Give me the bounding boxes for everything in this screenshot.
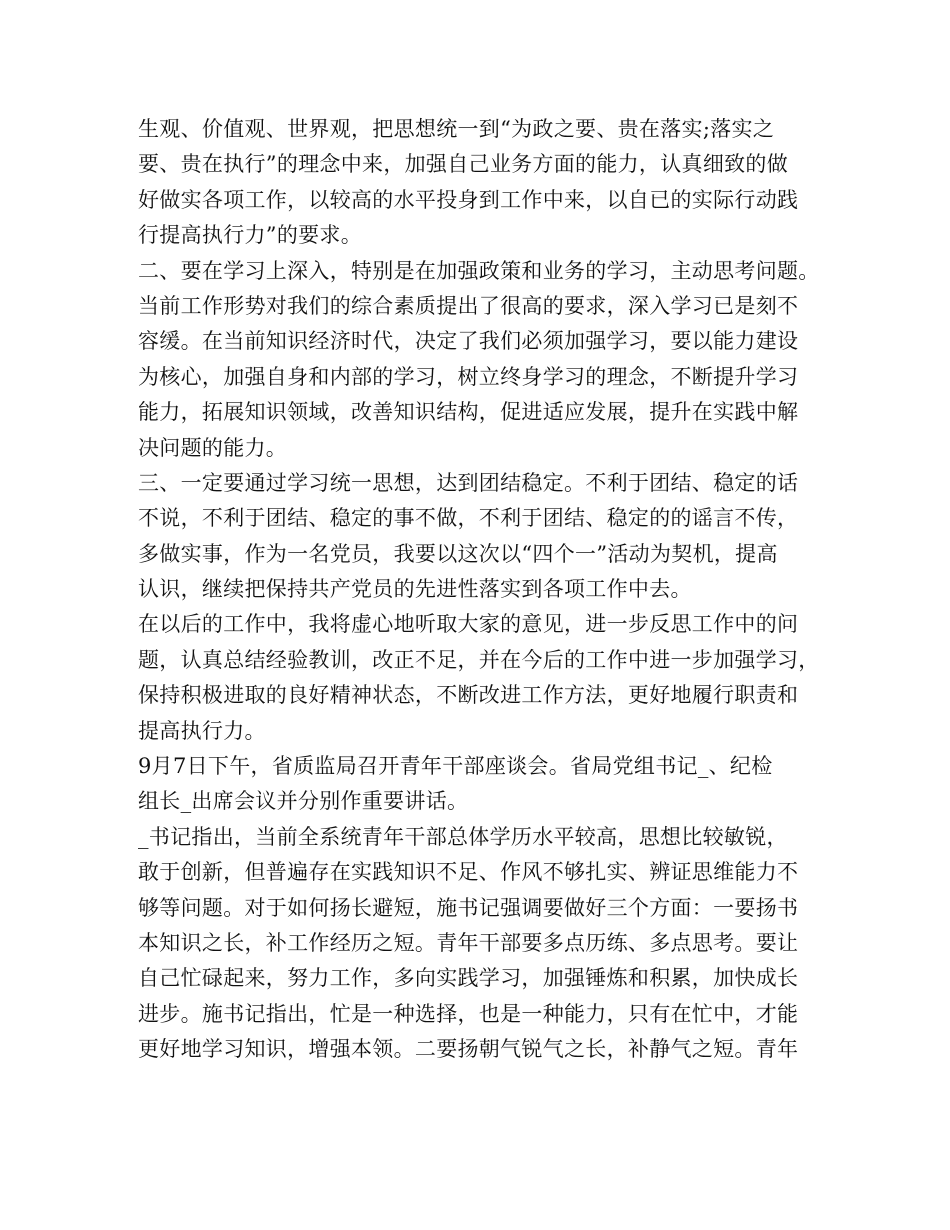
text-line: 认识，继续把保持共产党员的先进性落实到各项工作中去。 xyxy=(138,577,692,602)
text-line: 在以后的工作中，我将虚心地听取大家的意见，进一步反思工作中的问 xyxy=(138,612,799,637)
text-line: 要、贵在执行”的理念中来，加强自己业务方面的能力，认真细致的做 xyxy=(138,152,789,177)
text-line: 多做实事，作为一名党员，我要以这次以“四个一”活动为契机，提高 xyxy=(138,541,778,566)
text-line: 本知识之长，补工作经历之短。青年干部要多点历练、多点思考。要让 xyxy=(138,930,799,955)
text-line: _书记指出，当前全系统青年干部总体学历水平较高，思想比较敏锐， xyxy=(138,824,788,849)
text-line: 当前工作形势对我们的综合素质提出了很高的要求，深入学习已是刻不 xyxy=(138,293,799,318)
text-line: 提高执行力。 xyxy=(138,718,266,743)
text-line: 组长_出席会议并分别作重要讲话。 xyxy=(138,789,469,814)
text-line: 容缓。在当前知识经济时代，决定了我们必须加强学习，要以能力建设 xyxy=(138,329,799,354)
text-line: 不说，不利于团结、稳定的事不做，不利于团结、稳定的的谣言不传， xyxy=(138,506,799,531)
text-line: 能力，拓展知识领域，改善知识结构，促进适应发展，提升在实践中解 xyxy=(138,400,799,425)
text-line: 三、一定要通过学习统一思想，达到团结稳定。不利于团结、稳定的话 xyxy=(138,470,799,495)
text-line: 更好地学习知识，增强本领。二要扬朝气锐气之长，补静气之短。青年 xyxy=(138,1037,799,1062)
text-line: 二、要在学习上深入，特别是在加强政策和业务的学习，主动思考问题。 xyxy=(138,258,820,283)
text-line: 好做实各项工作，以较高的水平投身到工作中来，以自已的实际行动践 xyxy=(138,187,799,212)
text-line: 够等问题。对于如何扬长避短，施书记强调要做好三个方面：一要扬书 xyxy=(138,895,799,920)
document-body xyxy=(138,112,828,1068)
text-line: 为核心，加强自身和内部的学习，树立终身学习的理念，不断提升学习 xyxy=(138,364,799,389)
text-line: 行提高执行力”的要求。 xyxy=(138,223,363,248)
text-line: 保持积极进取的良好精神状态，不断改进工作方法，更好地履行职责和 xyxy=(138,683,799,708)
text-line: 题，认真总结经验教训，改正不足，并在今后的工作中进一步加强学习， xyxy=(138,647,820,672)
text-line: 自己忙碌起来，努力工作，多向实践学习，加强锤炼和积累，加快成长 xyxy=(138,966,799,991)
text-line: 敢于创新，但普遍存在实践知识不足、作风不够扎实、辨证思维能力不 xyxy=(138,860,799,885)
text-line: 决问题的能力。 xyxy=(138,435,288,460)
text-line: 进步。施书记指出，忙是一种选择，也是一种能力，只有在忙中，才能 xyxy=(138,1001,799,1026)
text-line: 生观、价值观、世界观，把思想统一到“为政之要、贵在落实;落实之 xyxy=(138,117,775,141)
text-line: 9月7日下午，省质监局召开青年干部座谈会。省局党组书记_、纪检 xyxy=(138,754,773,779)
